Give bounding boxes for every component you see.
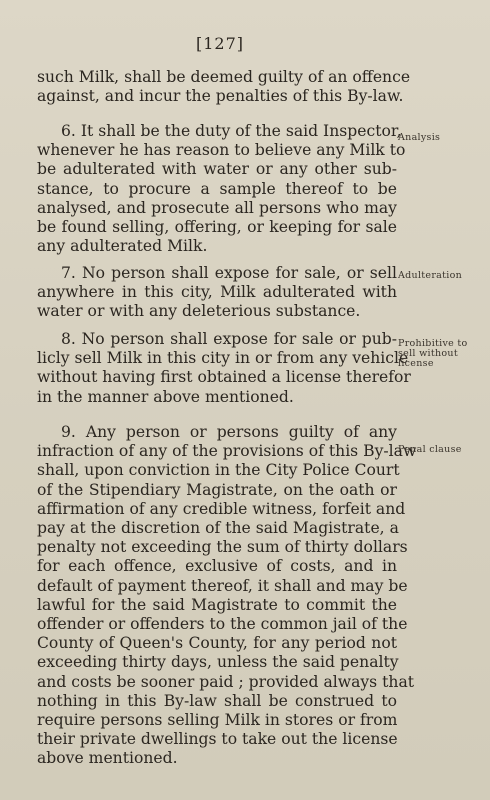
text-line: any adulterated Milk. [37, 237, 208, 256]
text-line: default of payment thereof, it shall and may be [37, 576, 408, 595]
text-line: County of Queen's County, for any period not [37, 634, 397, 653]
text-line: such Milk, shall be deemed guilty of an offence [37, 68, 411, 86]
text-line: water or with any deleterious substance. [37, 302, 361, 321]
page-number: [127] [195, 34, 245, 53]
text-line: 9. Any person or persons guilty of any [61, 423, 397, 441]
text-line: of the Stipendiary Magistrate, on the oath or [37, 480, 397, 499]
text-line: be found selling, offering, or keeping for sale [37, 218, 397, 237]
text-line: above mentioned. [37, 749, 178, 768]
margin-note-analysis: Analysis [398, 132, 441, 143]
text-line: offender or offenders to the common jail of the [37, 615, 408, 634]
text-line: infraction of any of the provisions of this By-law [37, 442, 417, 461]
text-line: and costs be sooner paid ; provided always that [37, 672, 415, 691]
text-line: nothing in this By-law shall be construed to [37, 691, 397, 710]
margin-note-prohibitive: Prohibitive to sell without license [398, 338, 468, 369]
paragraph-continuation [37, 68, 411, 106]
text-line: affirmation of any credible witness, forfeit and [37, 499, 406, 518]
text-line: anywhere in this city, Milk adulterated with [37, 283, 397, 302]
text-line: against, and incur the penalties of this By-law. [37, 87, 404, 106]
text-line: their private dwellings to take out the license [37, 730, 398, 749]
text-line: licly sell Milk in this city in or from any vehicle [37, 349, 409, 368]
margin-note-penal-clause: Penal clause [398, 444, 462, 455]
text-line: 7. No person shall expose for sale, or sell [61, 264, 397, 282]
text-line: penalty not exceeding the sum of thirty dollars [37, 538, 408, 557]
text-line: exceeding thirty days, unless the said penalty [37, 653, 399, 672]
text-line: in the manner above mentioned. [37, 387, 294, 406]
text-line: 6. It shall be the duty of the said Inspector, [61, 122, 402, 140]
text-line: analysed, and prosecute all persons who may [37, 198, 397, 217]
text-line: lawful for the said Magistrate to commit the [37, 595, 397, 614]
paragraph-section-6 [37, 122, 406, 256]
text-line: 8. No person shall expose for sale or pub- [61, 330, 397, 348]
text-line: whenever he has reason to believe any Milk to [37, 141, 406, 160]
paragraph-section-7 [37, 264, 397, 322]
text-line: for each offence, exclusive of costs, and in [37, 557, 397, 576]
text-line: be adulterated with water or any other sub- [37, 160, 397, 179]
paragraph-section-9 [37, 423, 417, 769]
text-line: without having first obtained a license therefor [37, 368, 411, 387]
text-line: shall, upon conviction in the City Police Court [37, 461, 400, 480]
text-line: require persons selling Milk in stores or from [37, 711, 398, 730]
text-line: stance, to procure a sample thereof to be [37, 179, 397, 198]
text-line: pay at the discretion of the said Magistrate, a [37, 519, 399, 538]
paragraph-section-8 [37, 330, 411, 407]
margin-note-adulteration: Adulteration [398, 270, 463, 281]
